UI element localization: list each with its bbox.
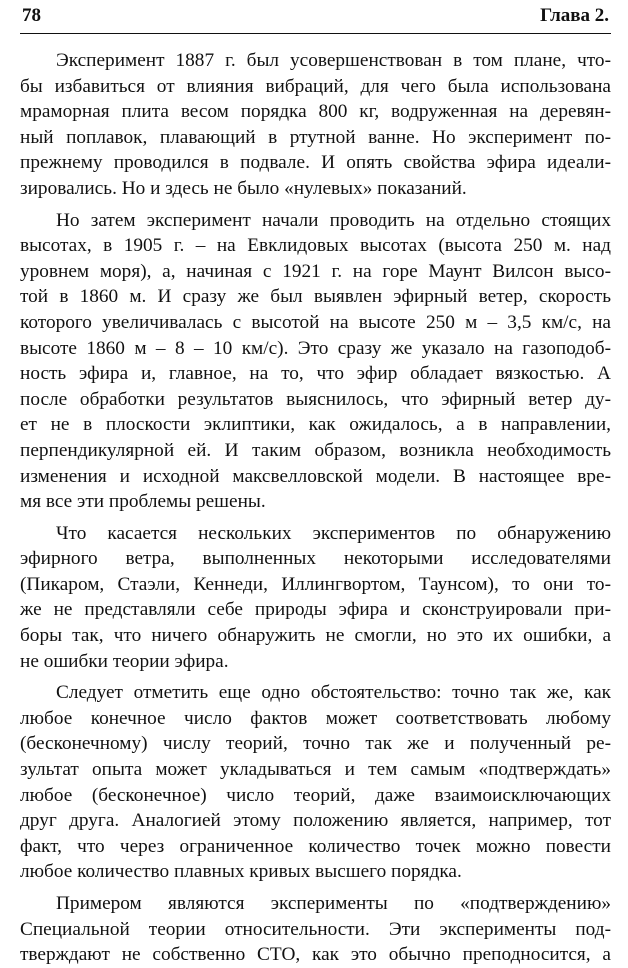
text-line: Но затем эксперимент начали проводить на отдельно стоящих [56,209,611,231]
text-line: после обработки результатов выяснилось, что эфирный ветер ду- [20,388,611,410]
text-line: друг друга. Аналогией этому положению является, например, тот [20,810,611,832]
text-line: эфирного ветра, выполненных некоторыми исследователями [20,548,611,570]
text-line: высотах, в 1905 г. – на Евклидовых высотах (высота 250 м. над [20,235,611,257]
text-line: зировались. Но и здесь не было «нулевых» показаний. [20,177,467,199]
paragraph [20,208,611,515]
text-line: же не представляли себе природы эфира и сконструировали при- [20,599,611,621]
text-line: ный поплавок, плавающий в ртутной ванне. Но эксперимент по- [20,126,611,148]
text-line: любое конечное число фактов может соответствовать любому [20,707,611,729]
paragraph [20,891,611,968]
text-line: уровнем моря), а, начиная с 1921 г. на горе Маунт Вилсон высо- [20,260,611,282]
text-line: мраморная плита весом порядка 800 кг, водруженная на деревян- [20,101,611,123]
paragraph [20,680,611,885]
text-line: не ошибки теории эфира. [20,650,229,672]
chapter-title: Глава 2. [540,5,609,26]
text-line: Примером являются эксперименты по «подтверждению» [56,893,611,914]
text-line: прежнему проводился в подвале. И опять свойства эфира идеали- [20,152,611,174]
text-line: (бесконечному) числу теорий, точно так же и полученный ре- [20,733,611,755]
text-line: высоте 1860 м – 8 – 10 км/с). Это сразу же указало на газоподоб- [20,337,611,359]
text-line: Эксперимент 1887 г. был усовершенствован в том плане, что- [56,50,611,71]
text-line: изменения и исходной максвелловской модели. В настоящее вре- [20,465,611,487]
text-line: перпендикулярной ей. И таким образом, возникла необходимость [20,439,611,461]
body-text [20,48,611,968]
text-line: любое (бесконечное) число теорий, даже взаимоисключающих [20,784,611,806]
paragraph [20,521,611,675]
text-line: ность эфира и, главное, на то, что эфир обладает вязкостью. А [20,363,611,385]
text-line: факт, что через ограниченное количество точек можно повести [20,835,611,857]
text-line: ет не в плоскости эклиптики, как ожидалось, а в направлении, [20,414,611,436]
text-line: которого увеличивалась с высотой на высоте 250 м – 3,5 км/с, на [20,311,611,333]
text-line: Специальной теории относительности. Эти эксперименты под- [20,918,611,940]
text-line: (Пикаром, Стаэли, Кеннеди, Иллингвортом, Таунсом), то они то- [20,573,611,595]
text-line: бы избавиться от влияния вибраций, для чего была использована [20,75,611,97]
paragraph [20,48,611,202]
text-line: боры так, что ничего обнаружить не смогли, но это их ошибки, а [20,625,611,647]
running-header [20,0,611,34]
text-line: зультат опыта может укладываться и тем самым «подтверждать» [20,759,611,781]
text-line: Следует отметить еще одно обстоятельство: точно так же, как [56,682,611,704]
text-line: мя все эти проблемы решены. [20,491,266,513]
page-number: 78 [22,5,41,26]
text-line: тверждают не собственно СТО, как это обычно преподносится, а [20,944,611,966]
text-line: той в 1860 м. И сразу же был выявлен эфирный ветер, скорость [20,286,611,308]
text-line: любое количество плавных кривых высшего порядка. [20,861,462,883]
text-line: Что касается нескольких экспериментов по обнаружению [56,522,611,544]
